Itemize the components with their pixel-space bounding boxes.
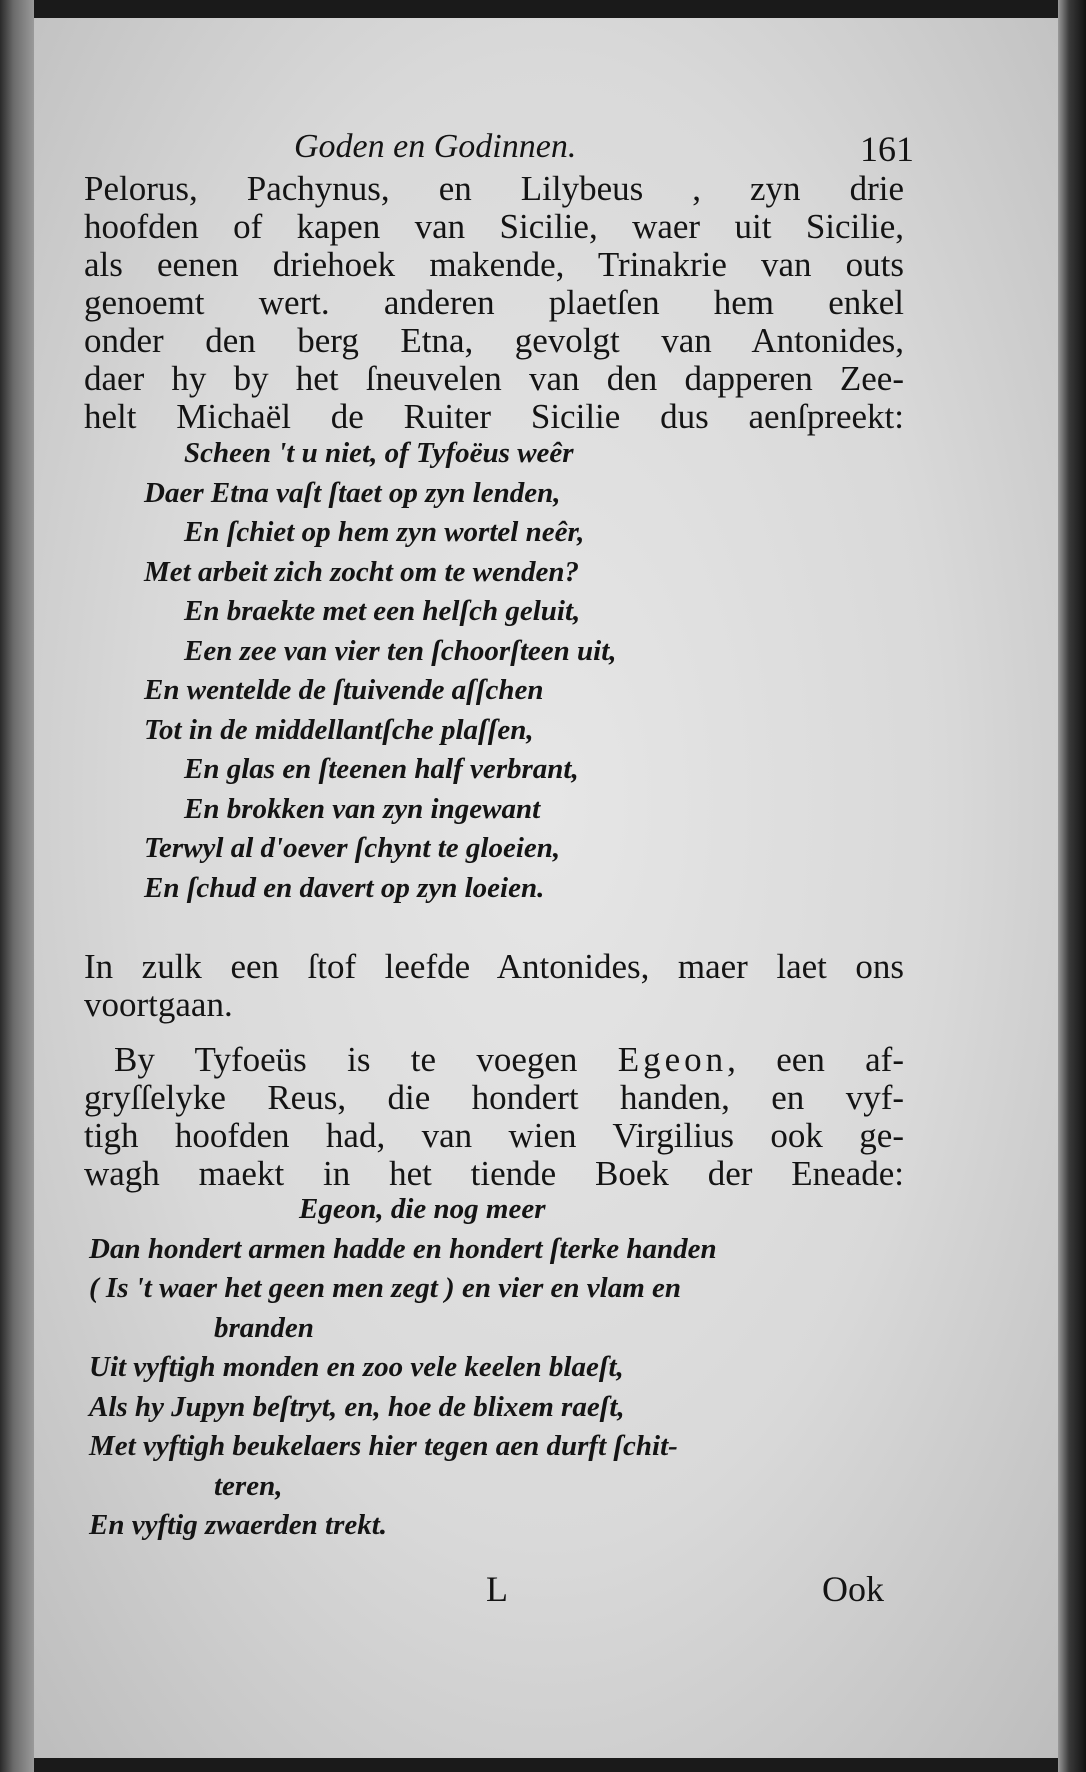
- text-line: wagh maekt in het tiende Boek der Eneade:: [84, 1154, 904, 1193]
- verse-line: Scheen 't u niet, of Tyfoëus weêr: [184, 437, 574, 469]
- text-line: gryſſelyke Reus, die hondert handen, en vyf-: [84, 1078, 904, 1117]
- text-line: daer hy by het ſneuvelen van den dapperen Zee-: [84, 359, 904, 398]
- text-line: hoofden of kapen van Sicilie, waer uit Sicilie,: [84, 207, 904, 246]
- verse-line: En vyftig zwaerden trekt.: [89, 1509, 388, 1541]
- verse-line: En ſchud en davert op zyn loeien.: [144, 871, 545, 904]
- book-edge-right: [1058, 0, 1086, 1772]
- text-line: voortgaan.: [84, 985, 233, 1024]
- text-line: tigh hoofden had, van wien Virgilius ook ge-: [84, 1116, 904, 1155]
- verse-line: teren,: [214, 1469, 283, 1502]
- verse-line: Met vyftigh beukelaers hier tegen aen durft ſchit-: [89, 1430, 678, 1462]
- verse-line: En ſchiet op hem zyn wortel neêr,: [184, 516, 585, 548]
- text-line: helt Michaël de Ruiter Sicilie dus aenſpreekt:: [84, 397, 904, 436]
- proper-name: Egeon: [617, 1040, 728, 1079]
- text-span: , een af-: [727, 1040, 904, 1079]
- verse-quotation-2: [84, 1190, 904, 1546]
- verse-line: ( Is 't waer het geen men zegt ) en vier en vlam en: [89, 1272, 682, 1304]
- verse-line: Dan hondert armen hadde en hondert ſterke handen: [89, 1232, 717, 1265]
- paragraph-1: [84, 170, 904, 436]
- text-line: In zulk een ſtof leefde Antonides, maer laet ons: [84, 947, 904, 986]
- running-title: Goden en Godinnen.: [294, 128, 577, 165]
- verse-line: En wentelde de ſtuivende aſſchen: [144, 674, 544, 706]
- verse-line: Tot in de middellantſche plaſſen,: [144, 713, 534, 746]
- paragraph-3: [84, 1041, 904, 1193]
- text-span: By Tyfoeüs is te voegen: [114, 1040, 618, 1079]
- book-gutter-left: [0, 0, 34, 1772]
- page-number: 161: [860, 129, 914, 169]
- text-line: als eenen driehoek makende, Trinakrie van outs: [84, 245, 904, 284]
- text-line: Pelorus, Pachynus, en Lilybeus , zyn drie: [84, 169, 904, 208]
- paragraph-2: [84, 948, 904, 1024]
- verse-line: En glas en ſteenen half verbrant,: [184, 753, 579, 785]
- verse-line: Met arbeit zich zocht om te wenden?: [144, 555, 579, 588]
- text-line: [84, 1041, 904, 1079]
- verse-line: Daer Etna vaſt ſtaet op zyn lenden,: [144, 476, 561, 509]
- verse-line: Terwyl al d'oever ſchynt te gloeien,: [144, 832, 561, 864]
- catchword: Ook: [822, 1569, 884, 1609]
- verse-quotation-1: [84, 434, 904, 908]
- verse-line: Een zee van vier ten ſchoorſteen uit,: [184, 634, 617, 667]
- verse-line: En braekte met een helſch geluit,: [184, 595, 581, 627]
- page-footer: [84, 1568, 884, 1614]
- verse-line: Als hy Jupyn beſtryt, en, hoe de blixem raeſt,: [89, 1390, 625, 1423]
- book-page: [34, 18, 1058, 1758]
- verse-line: En brokken van zyn ingewant: [184, 792, 541, 825]
- text-line: genoemt wert. anderen plaetſen hem enkel: [84, 283, 904, 322]
- verse-line: Uit vyftigh monden en zoo vele keelen blaeſt,: [89, 1351, 624, 1383]
- signature-mark: L: [486, 1569, 508, 1609]
- verse-line: Egeon, die nog meer: [299, 1193, 546, 1225]
- text-line: onder den berg Etna, gevolgt van Antonides,: [84, 321, 904, 360]
- verse-line: branden: [214, 1311, 314, 1344]
